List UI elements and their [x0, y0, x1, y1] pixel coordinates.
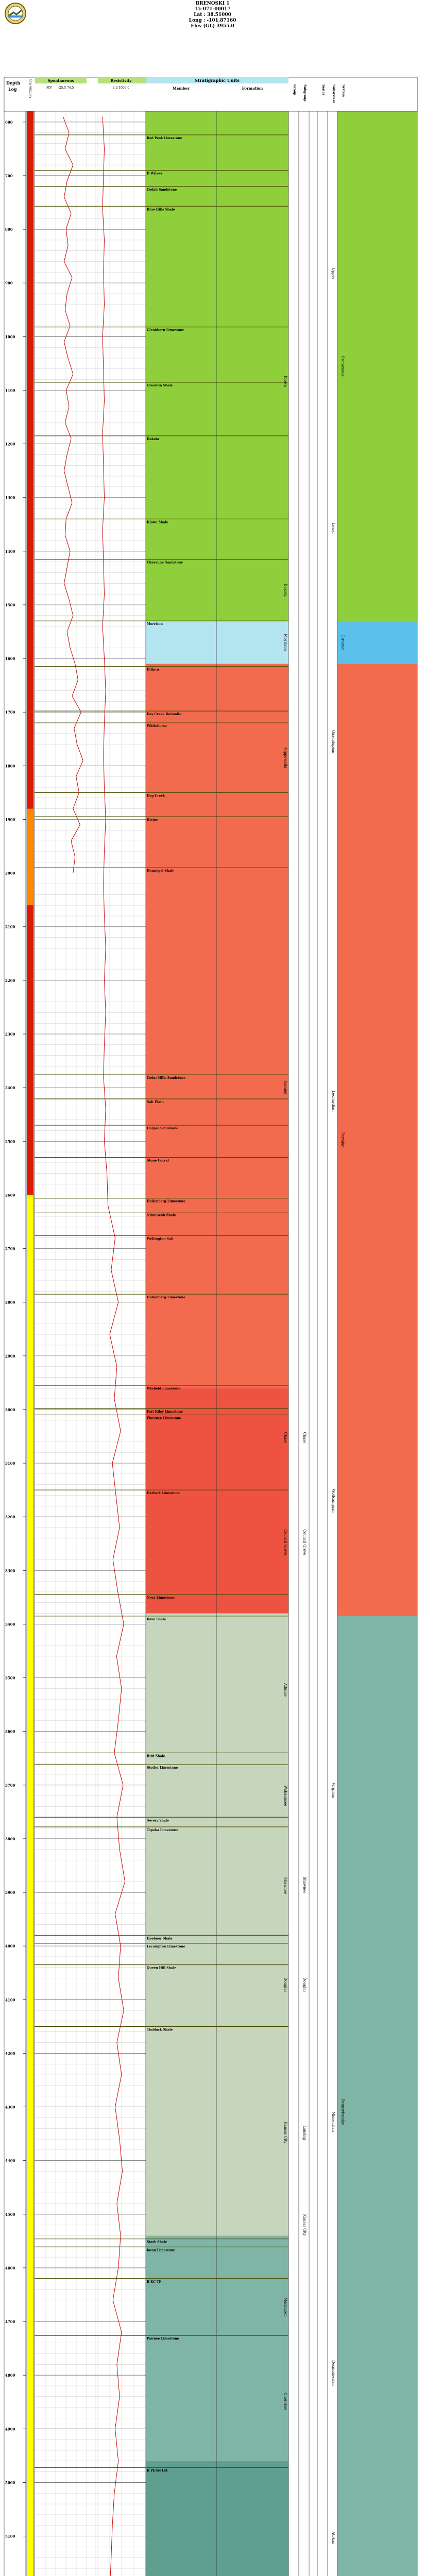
formation-top-label: Bird Shale: [147, 1754, 165, 1758]
formation-top-label: Topeka Limestone: [147, 1828, 178, 1833]
well-long: Long : -101.87160: [189, 18, 236, 23]
depth-axis-label: Depth: [6, 80, 21, 86]
member-band: [146, 621, 288, 664]
system-header: System: [342, 84, 345, 97]
series-label: Wolfcampian: [331, 1488, 335, 1513]
formation-top-label: Herbert Limestone: [147, 1492, 180, 1496]
formation-top-label: Dog Creek: [147, 794, 165, 798]
depth-tick-label: 1000: [5, 334, 15, 340]
depth-tick-label: 3200: [5, 1515, 15, 1520]
formation-top-label: Hollenberg Limestone: [147, 1296, 185, 1300]
formation-top-label: Tinblack Shale: [147, 2028, 173, 2032]
group-label: Chase: [302, 1432, 307, 1444]
series-label: Upper: [331, 267, 335, 280]
member-band: [146, 2461, 288, 2576]
system-label: Permian: [341, 1132, 345, 1148]
formation-top-label: Pawnee Limestone: [147, 2337, 179, 2341]
formation-label: Shawnee: [283, 1877, 287, 1894]
formation-label: Dakota: [283, 583, 287, 597]
column-headers: [4, 77, 417, 111]
formation-top-label: Stone Corral: [147, 1159, 169, 1163]
depth-tick-label: 2800: [5, 1300, 15, 1305]
system-label: Jurassic: [341, 635, 345, 650]
formation-top-label: Morrison: [147, 622, 163, 626]
formation-top-label: Dakota: [147, 437, 159, 441]
depth-tick-label: 2400: [5, 1086, 15, 1091]
formation-label: Kiowa: [283, 376, 287, 387]
well-elev: Elev (GL) 3955.0: [191, 24, 234, 29]
formation-top-label: Dillpya: [147, 668, 159, 672]
formation-top-label: Neva Limestone: [147, 1596, 175, 1600]
depth-tick-label: 3100: [5, 1461, 15, 1466]
sp-curve: [63, 116, 83, 873]
subsystem-header: Subsystem: [332, 84, 335, 104]
formation-top-label: Lecompton Limestone: [147, 1944, 185, 1948]
depth-tick-label: 3800: [5, 1836, 15, 1841]
depth-tick-label: 1600: [5, 656, 15, 662]
formation-top-label: Hollenberg Limestone: [147, 1199, 185, 1204]
formation-header: Formation: [242, 86, 263, 91]
series-label: Virgilian: [331, 1782, 335, 1799]
member-band: [146, 1614, 288, 2236]
depth-tick-label: 3600: [5, 1729, 15, 1734]
formation-top-label: Hennepel Shale: [147, 869, 175, 873]
depth-tick-label: 2100: [5, 924, 15, 929]
formation-top-label: B PENN LM: [147, 2469, 168, 2473]
group-label: Shawnee: [302, 1876, 307, 1894]
formation-top-label: D Wilwys: [147, 172, 163, 176]
sp-header: Spontaneous: [47, 78, 74, 83]
gr-band: [27, 111, 33, 1195]
group-label: Lansing: [302, 2125, 307, 2140]
depth-tick-label: 2000: [5, 871, 15, 876]
member-band: [146, 2235, 288, 2461]
sp-unit: MV: [46, 86, 52, 90]
formation-top-label: Greenwa Shale: [147, 383, 173, 387]
series-label: Guadalupian: [331, 730, 335, 754]
depth-tick-label: 2300: [5, 1031, 15, 1037]
well-lat: Lat : 38.51000: [194, 12, 231, 18]
depth-tick-label: 700: [5, 173, 13, 178]
formation-label: Kansas City: [283, 2122, 287, 2144]
depth-axis: [5, 120, 26, 2576]
formation-top-label: Queen Hill Shale: [147, 1966, 176, 1970]
formation-label: Morrison: [283, 634, 287, 651]
gr-colorbar-header: Gamma Ray: [29, 79, 32, 98]
depth-tick-label: 3300: [5, 1568, 15, 1573]
depth-tick-label: 3000: [5, 1407, 15, 1412]
system-label: Cretaceous: [341, 355, 345, 377]
depth-tick-label: 3900: [5, 1890, 15, 1895]
depth-tick-label: 4700: [5, 2319, 15, 2325]
depth-tick-label: 3500: [5, 1675, 15, 1681]
formation-top-label: Red Peak Limestone: [147, 136, 182, 140]
series-header: Series: [321, 84, 325, 95]
formation-label: Council Grove: [283, 1529, 287, 1555]
formation-top-label: Day Creek Dolomite: [147, 713, 182, 717]
depth-tick-label: 1400: [5, 549, 15, 554]
formation-top-label: Whitehorse: [147, 724, 167, 728]
sp-scale: -25.5 74.5: [58, 86, 74, 90]
series-label: Atokan: [331, 2531, 335, 2545]
log-curves: [63, 116, 125, 2576]
formation-top-label: Beva Shale: [147, 1617, 166, 1621]
formation-top-label: Ninnescah Shale: [147, 1213, 176, 1217]
res-scale: 2.2 1000.0: [112, 86, 130, 90]
depth-tick-label: 4900: [5, 2427, 15, 2432]
depth-axis-sublabel: Log: [8, 87, 17, 92]
formation-label: Sumner: [283, 1080, 287, 1095]
member-band: [146, 664, 288, 1388]
subgroup-header: Subgroup: [303, 84, 307, 101]
depth-tick-label: 3700: [5, 1783, 15, 1788]
formation-label: Cherokee: [283, 2393, 287, 2411]
formation-top-label: Harper Sandstone: [147, 1127, 179, 1131]
group-label: Douglas: [302, 1977, 307, 1993]
depth-tick-label: 4600: [5, 2265, 15, 2270]
formation-label: Admire: [283, 1683, 287, 1697]
group-label: Kansas City: [302, 2214, 307, 2236]
formation-top-label: Blue Hills Shale: [147, 208, 175, 212]
formation-top-label: Cheyenne Sandstone: [147, 561, 183, 565]
system-label: Pennsylvanian: [341, 2099, 345, 2126]
depth-tick-label: 1100: [5, 388, 15, 393]
res-header: Resistivity: [110, 78, 132, 83]
depth-tick-label: 2700: [5, 1246, 15, 1251]
formation-label: Wabaunsee: [283, 1785, 287, 1806]
depth-tick-label: 4100: [5, 1997, 15, 2003]
series-label: Leonardian: [331, 1090, 335, 1112]
well-api: 15-071-00017: [194, 7, 231, 12]
depth-tick-label: 1500: [5, 602, 15, 607]
formation-label: Chase: [283, 1432, 287, 1444]
depth-tick-label: 1800: [5, 764, 15, 769]
system-band: [337, 1616, 417, 2576]
depth-tick-label: 4000: [5, 1944, 15, 1949]
depth-tick-label: 4200: [5, 2051, 15, 2056]
formation-top-label: Heebner Shale: [147, 1937, 173, 1941]
member-band: [146, 1388, 288, 1613]
formation-top-label: Glenkhorn Limestone: [147, 328, 184, 332]
depth-tick-label: 900: [5, 281, 13, 286]
depth-tick-label: 5100: [5, 2534, 15, 2539]
depth-tick-label: 800: [5, 227, 13, 232]
depth-tick-label: 1900: [5, 817, 15, 822]
depth-tick-label: 4500: [5, 2212, 15, 2217]
formation-top-label: Wellington Salt: [147, 1237, 174, 1241]
formation-top-label: Cedar Hills Sandstone: [147, 1076, 186, 1080]
depth-tick-label: 1200: [5, 442, 15, 447]
series-label: Lower: [331, 522, 335, 534]
series-label: Desmoinesian: [331, 2360, 335, 2386]
depth-tick-label: 3400: [5, 1622, 15, 1627]
well-name: BRENOSKI 1: [195, 1, 230, 6]
formation-top-label: Blaine: [147, 818, 158, 822]
depth-tick-label: 2500: [5, 1139, 15, 1144]
formation-top-label: Stark Shale: [147, 2240, 167, 2244]
formation-top-label: Severy Shale: [147, 1819, 169, 1823]
strat-title: Stratigraphic Units: [195, 78, 240, 83]
formation-label: Marmaton: [283, 2297, 287, 2317]
system-band: [337, 621, 417, 664]
depth-tick-label: 2600: [5, 1193, 15, 1198]
system-band: [337, 664, 417, 1616]
formation-top-label: Florence Limestone: [147, 1416, 181, 1420]
depth-tick-label: 4300: [5, 2105, 15, 2110]
system-band: [337, 111, 417, 621]
member-header: Member: [173, 86, 190, 91]
formation-top-label: Kiowa Shale: [147, 520, 168, 524]
series-label: Missourian: [331, 2111, 335, 2132]
depth-tick-label: 4800: [5, 2373, 15, 2378]
formation-label: Douglas: [283, 1977, 287, 1993]
group-header: Group: [293, 84, 296, 95]
depth-tick-label: 2900: [5, 1353, 15, 1359]
formation-top-label: Salt Plain: [147, 1100, 164, 1104]
formation-top-label: Iatan Limestone: [147, 2248, 175, 2252]
formation-label: Nippewalla: [283, 747, 287, 768]
depth-tick-label: 2200: [5, 978, 15, 983]
track-backgrounds: [27, 111, 417, 2576]
group-label: Council Grove: [302, 1529, 307, 1555]
depth-tick-label: 5000: [5, 2480, 15, 2485]
formation-top-label: B KC TF: [147, 2280, 161, 2284]
depth-tick-label: 1300: [5, 495, 15, 500]
depth-tick-label: 4400: [5, 2158, 15, 2163]
gr-band: [27, 809, 33, 905]
formation-top-label: Cedah Sandstone: [147, 188, 177, 192]
depth-tick-label: 600: [5, 120, 13, 125]
formation-top-label: Fort Riley Limestone: [147, 1410, 183, 1414]
formation-top-label: Winfield Limestone: [147, 1387, 181, 1391]
depth-tick-label: 1700: [5, 710, 15, 715]
formation-top-label: Stotler Limestone: [147, 1766, 178, 1770]
gr-band: [27, 1195, 33, 2576]
